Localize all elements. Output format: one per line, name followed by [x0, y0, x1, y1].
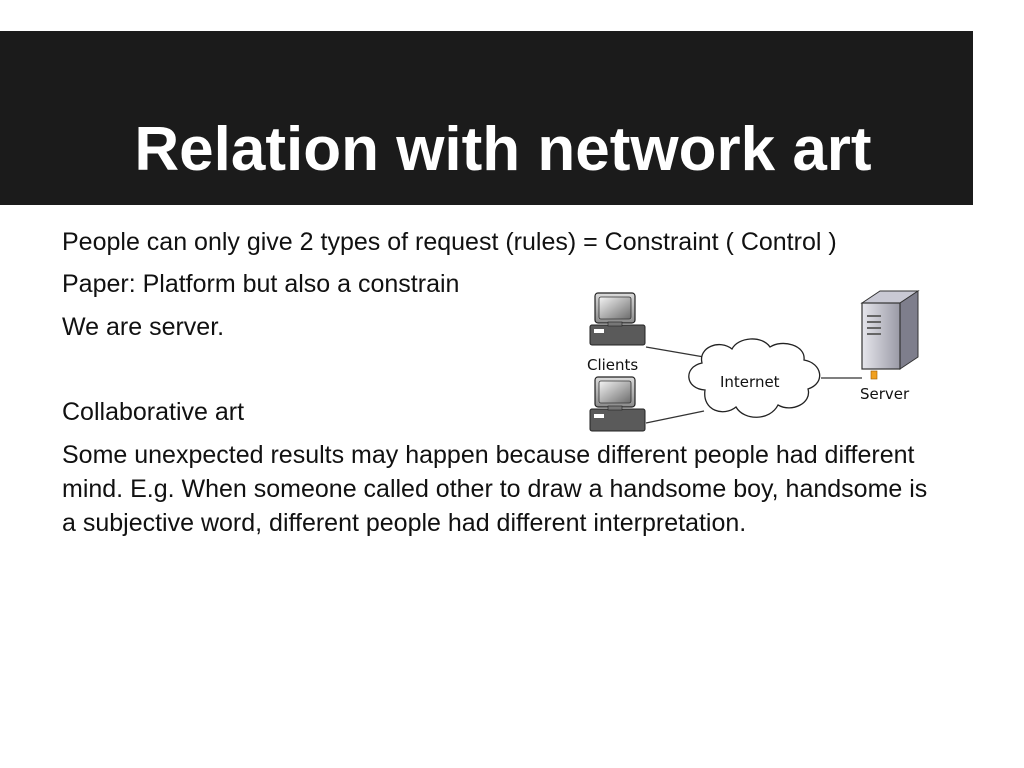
clients-label: Clients	[587, 356, 639, 374]
bullet-line-paper-platform: Paper: Platform but also a constrain	[62, 270, 460, 298]
internet-label: Internet	[720, 373, 780, 391]
client-server-diagram	[580, 285, 925, 440]
client-computer-top-icon	[590, 293, 645, 345]
server-label: Server	[860, 385, 910, 403]
bullet-line-request-types: People can only give 2 types of request (rules) = Constraint ( Control )	[62, 228, 837, 256]
client-bottom-connection-line	[646, 411, 704, 423]
client-top-connection-line	[646, 347, 704, 357]
client-computer-bottom-icon	[590, 377, 645, 431]
bullet-line-collaborative-art: Collaborative art	[62, 398, 245, 426]
server-icon	[862, 291, 918, 379]
slide-title: Relation with network art	[134, 115, 872, 184]
paragraph-unexpected-results: Some unexpected results may happen because different people had different mind. E.g. When someone called other to draw a handsome boy, handsome is a subjective word, different people had different interpretation.	[62, 441, 928, 537]
bullet-line-we-are-server: We are server.	[62, 313, 225, 341]
